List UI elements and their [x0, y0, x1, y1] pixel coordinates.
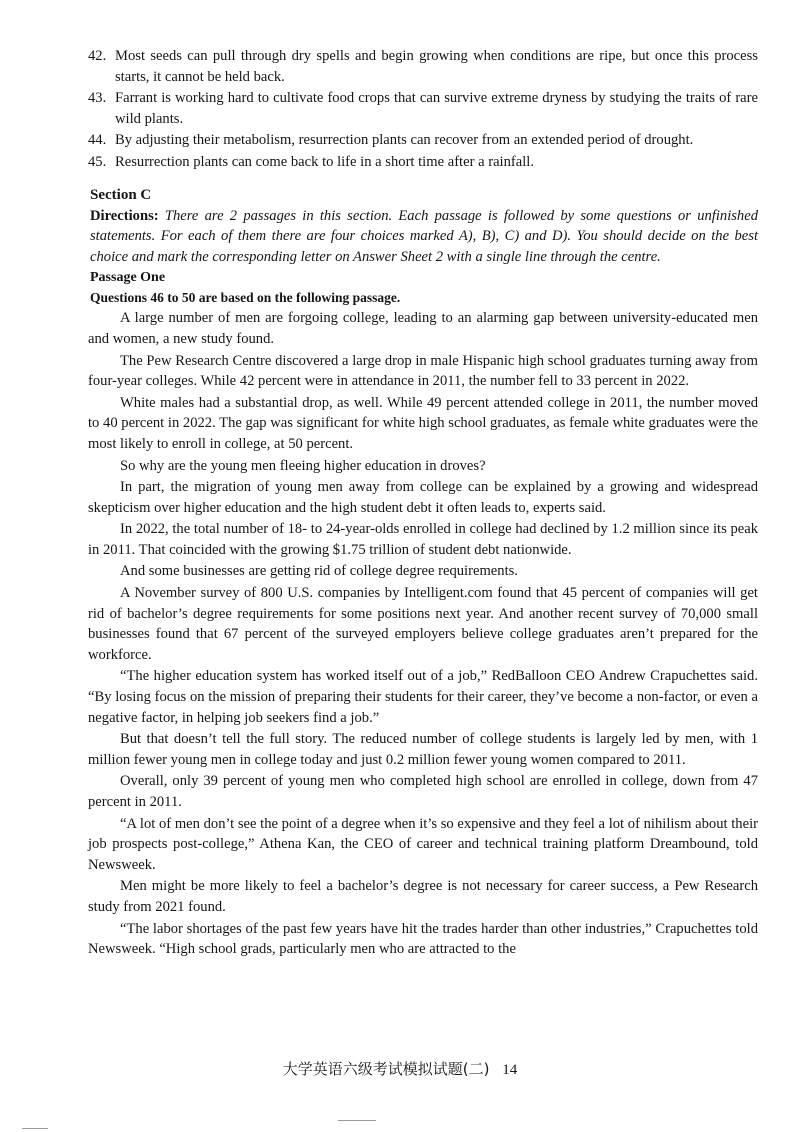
paragraph: In part, the migration of young men away from college can be explained by a growing and widespread skepticism over higher education and the high student debt it often leads to, experts said.: [88, 479, 758, 516]
page-footer: [0, 1058, 800, 1079]
directions-label: Directions:: [90, 207, 159, 224]
footer-title: 大学英语六级考试模拟试题(二): [282, 1060, 490, 1078]
statement-number: 42.: [88, 48, 107, 64]
paragraph: A November survey of 800 U.S. companies by Intelligent.com found that 45 percent of companies will get rid of bachelor’s degree requirements for some positions next year. And another recent survey of 70,000 small businesses found that 67 percent of the surveyed employers believe college graduates aren’t prepared for the workforce.: [88, 585, 758, 663]
section-title: Section C: [90, 186, 152, 203]
statement-number: 44.: [88, 132, 107, 149]
directions-text: There are 2 passages in this section. Each passage is followed by some questions or unfinished statements. For each of them there are four choices marked A), B), C) and D). You should decide on the best choice and mark the corresponding letter on Answer Sheet 2 with a single line through the centre.: [90, 207, 758, 265]
paragraph: Overall, only 39 percent of young men who completed high school are enrolled in college, down from 47 percent in 2011.: [88, 773, 758, 810]
paragraph: The Pew Research Centre discovered a large drop in male Hispanic high school graduates turning away from four-year colleges. While 42 percent were in attendance in 2011, the number fell to 33 percent in 2022.: [88, 352, 758, 390]
paragraph: “The higher education system has worked itself out of a job,” RedBalloon CEO Andrew Crapuchettes said. “By losing focus on the mission of preparing their students for their career, they’ve become a non-factor, or even a negative factor, in helping job seekers find a job.”: [88, 668, 758, 726]
statement-42: [88, 46, 758, 87]
paragraph: White males had a substantial drop, as well. While 49 percent attended college in 2011, the number moved to 40 percent in 2022. The gap was significant for white high school graduates, as female white graduates were the most likely to enroll in college, at 50 percent.: [88, 394, 758, 452]
directions: [90, 206, 758, 268]
paragraph: “A lot of men don’t see the point of a degree when it’s so expensive and they feel a lot of nihilism about their job prospects post-college,” Athena Kan, the CEO of career and technical training platform Dreambound, told Newsweek.: [88, 815, 758, 873]
paragraph: And some businesses are getting rid of college degree requirements.: [120, 563, 518, 580]
statement-text: Resurrection plants can come back to life in a short time after a rainfall.: [115, 153, 535, 170]
page-number: 14: [502, 1062, 518, 1078]
exam-page: [88, 46, 758, 961]
statement-number: 45.: [88, 153, 107, 170]
questions-range: Questions 46 to 50 are based on the following passage.: [90, 290, 401, 306]
statement-text: Farrant is working hard to cultivate food crops that can survive extreme dryness by studying the traits of rare wild plants.: [115, 90, 758, 127]
paragraph: But that doesn’t tell the full story. The reduced number of college students is largely led by men, with 1 million fewer young men in college today and just 0.2 million fewer young women compared to 2011.: [88, 731, 758, 768]
statement-number: 43.: [88, 90, 107, 107]
paragraph: Men might be more likely to feel a bachelor’s degree is not necessary for career success, a Pew Research study from 2021 found.: [88, 878, 758, 915]
scan-mark-center: [338, 1120, 376, 1121]
passage-title: Passage One: [90, 270, 166, 286]
statement-45: [88, 152, 758, 173]
paragraph: So why are the young men fleeing higher education in droves?: [120, 457, 486, 474]
paragraph: A large number of men are forgoing college, leading to an alarming gap between university-educated men and women, a new study found.: [88, 310, 758, 347]
paragraph: “The labor shortages of the past few years have hit the trades harder than other industries,” Crapuchettes told Newsweek. “High school grads, particularly men who are attracted to the: [88, 920, 758, 958]
statement-text: Most seeds can pull through dry spells and begin growing when conditions are ripe, but once this process starts, it cannot be held back.: [115, 48, 758, 85]
scan-mark-left: [22, 1128, 48, 1129]
paragraph: In 2022, the total number of 18- to 24-year-olds enrolled in college had declined by 1.2 million since its peak in 2011. That coincided with the growing $1.75 trillion of student debt nationwide.: [88, 521, 758, 558]
statement-44: [88, 130, 758, 151]
statement-43: [88, 88, 758, 129]
passage-body: [88, 308, 758, 959]
statement-text: By adjusting their metabolism, resurrection plants can recover from an extended period of drought.: [115, 132, 694, 149]
statement-list: [88, 46, 758, 173]
